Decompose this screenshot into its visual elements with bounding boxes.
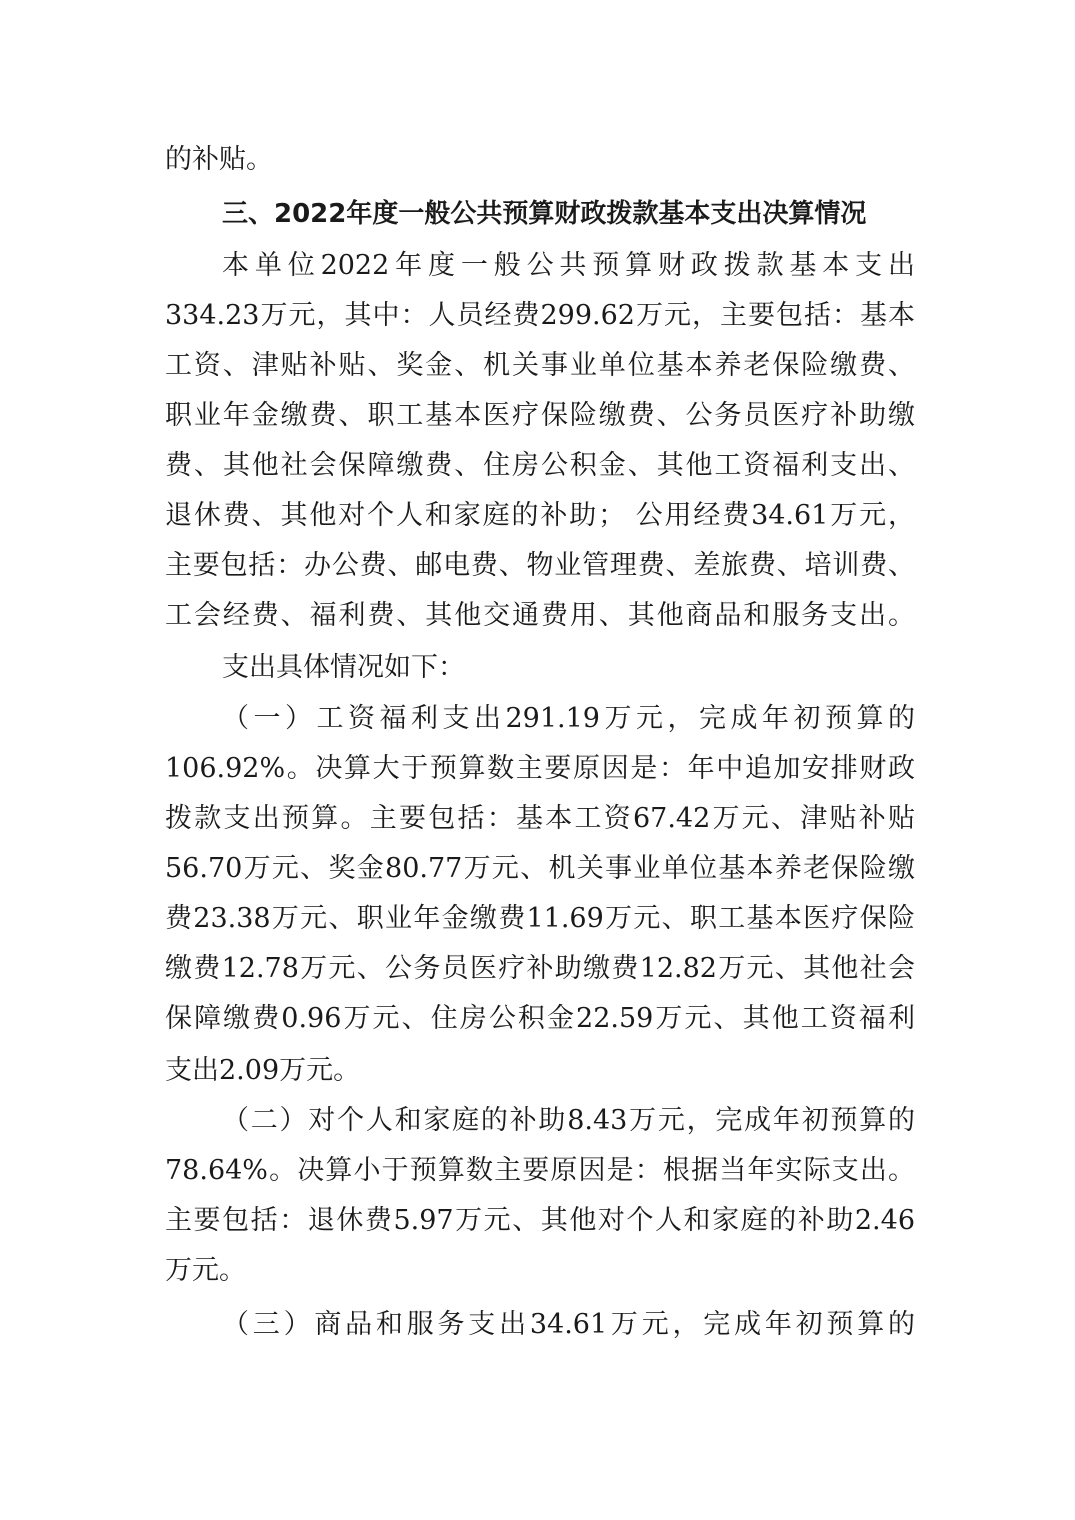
body-line: （三）商品和服务支出34.61万元，完成年初预算的 [222, 1309, 915, 1340]
body-line: （一）工资福利支出291.19万元，完成年初预算的 [222, 703, 915, 734]
body-line: 56.70万元、奖金80.77万元、机关事业单位基本养老保险缴 [165, 853, 915, 884]
body-line: 退休费、其他对个人和家庭的补助； 公用经费34.61万元， [165, 500, 915, 531]
body-line: 工会经费、福利费、其他交通费用、其他商品和服务支出。 [165, 600, 915, 631]
body-line: 工资、津贴补贴、奖金、机关事业单位基本养老保险缴费、 [165, 350, 915, 381]
body-line: 支出具体情况如下： [222, 652, 465, 683]
body-line: 106.92%。决算大于预算数主要原因是：年中追加安排财政 [165, 753, 915, 784]
body-line: （二）对个人和家庭的补助8.43万元，完成年初预算的 [222, 1105, 915, 1136]
body-line: 334.23万元，其中：人员经费299.62万元，主要包括：基本 [165, 300, 915, 331]
body-line: 本单位2022年度一般公共预算财政拨款基本支出 [222, 250, 915, 281]
body-line: 主要包括：退休费5.97万元、其他对个人和家庭的补助2.46 [165, 1205, 915, 1236]
body-line: 费23.38万元、职业年金缴费11.69万元、职工基本医疗保险 [165, 903, 915, 934]
body-line: 费、其他社会保障缴费、住房公积金、其他工资福利支出、 [165, 450, 915, 481]
body-line: 拨款支出预算。主要包括：基本工资67.42万元、津贴补贴 [165, 803, 915, 834]
body-line: 缴费12.78万元、公务员医疗补助缴费12.82万元、其他社会 [165, 953, 915, 984]
body-line: 职业年金缴费、职工基本医疗保险缴费、公务员医疗补助缴 [165, 400, 915, 431]
body-line: 保障缴费0.96万元、住房公积金22.59万元、其他工资福利 [165, 1003, 915, 1034]
body-line: 支出2.09万元。 [165, 1055, 361, 1086]
body-line: 主要包括：办公费、邮电费、物业管理费、差旅费、培训费、 [165, 550, 915, 581]
body-line: 的补贴。 [165, 144, 273, 175]
body-line: 78.64%。决算小于预算数主要原因是：根据当年实际支出。 [165, 1155, 915, 1186]
body-line: 万元。 [165, 1255, 246, 1286]
section-heading: 三、2022年度一般公共预算财政拨款基本支出决算情况 [222, 199, 867, 229]
